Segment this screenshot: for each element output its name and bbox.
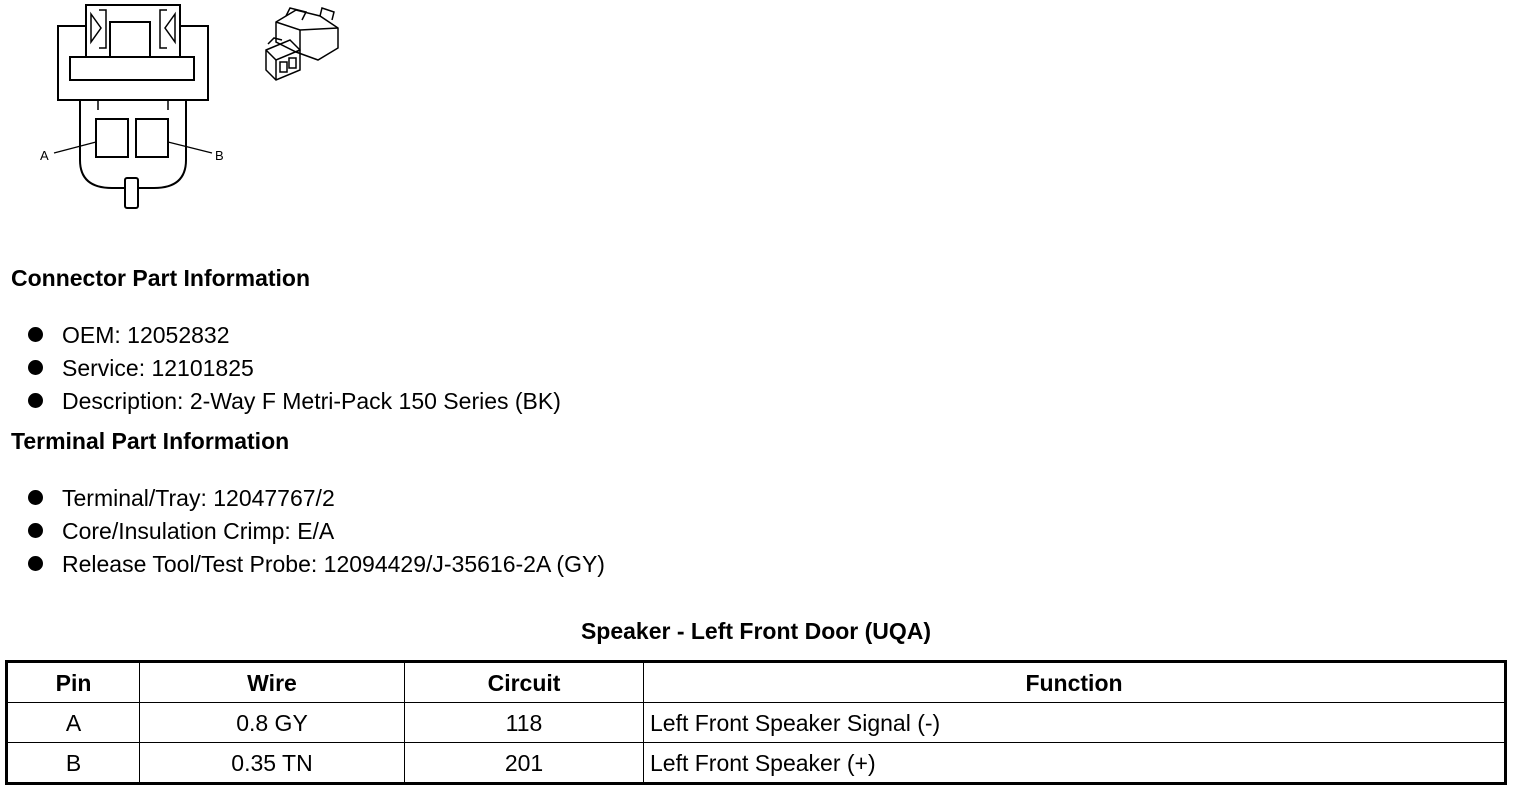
cell-circuit: 118 — [405, 703, 644, 743]
list-item — [28, 351, 561, 384]
cell-pin: B — [7, 743, 140, 784]
terminal-release-tool: Release Tool/Test Probe: 12094429/J-35616-2A (GY) — [62, 550, 605, 577]
list-item — [28, 514, 605, 547]
connector-isometric-view — [266, 8, 338, 80]
header-pin: Pin — [7, 662, 140, 703]
pin-leaders — [54, 142, 212, 153]
terminal-info-list — [28, 481, 605, 580]
header-function: Function — [644, 662, 1506, 703]
connector-oem: OEM: 12052832 — [62, 321, 230, 348]
cell-pin: A — [7, 703, 140, 743]
connector-service: Service: 12101825 — [62, 354, 254, 381]
bullet-icon — [28, 490, 43, 505]
cell-wire: 0.35 TN — [140, 743, 405, 784]
connector-face-view — [58, 5, 208, 208]
table-title: Speaker - Left Front Door (UQA) — [580, 618, 932, 644]
cell-wire: 0.8 GY — [140, 703, 405, 743]
terminal-info-heading: Terminal Part Information — [11, 428, 290, 454]
header-wire: Wire — [140, 662, 405, 703]
header-circuit: Circuit — [405, 662, 644, 703]
connector-info-list — [28, 318, 561, 417]
cell-function: Left Front Speaker Signal (-) — [644, 703, 1506, 743]
terminal-tray: Terminal/Tray: 12047767/2 — [62, 484, 335, 511]
cell-circuit: 201 — [405, 743, 644, 784]
list-item — [28, 384, 561, 417]
connector-info-heading: Connector Part Information — [11, 265, 311, 291]
table-header-row — [7, 662, 1506, 703]
connector-diagram — [0, 0, 400, 220]
bullet-icon — [28, 523, 43, 538]
list-item — [28, 547, 605, 580]
table-row — [7, 743, 1506, 784]
cell-function: Left Front Speaker (+) — [644, 743, 1506, 784]
list-item — [28, 318, 561, 351]
pin-a-label: A — [40, 148, 49, 163]
bullet-icon — [28, 360, 43, 375]
pin-b-label: B — [215, 148, 224, 163]
bullet-icon — [28, 556, 43, 571]
pinout-table — [5, 660, 1507, 785]
terminal-crimp: Core/Insulation Crimp: E/A — [62, 517, 335, 544]
bullet-icon — [28, 327, 43, 342]
table-row — [7, 703, 1506, 743]
connector-description: Description: 2-Way F Metri-Pack 150 Series (BK) — [62, 387, 561, 414]
bullet-icon — [28, 393, 43, 408]
list-item — [28, 481, 605, 514]
